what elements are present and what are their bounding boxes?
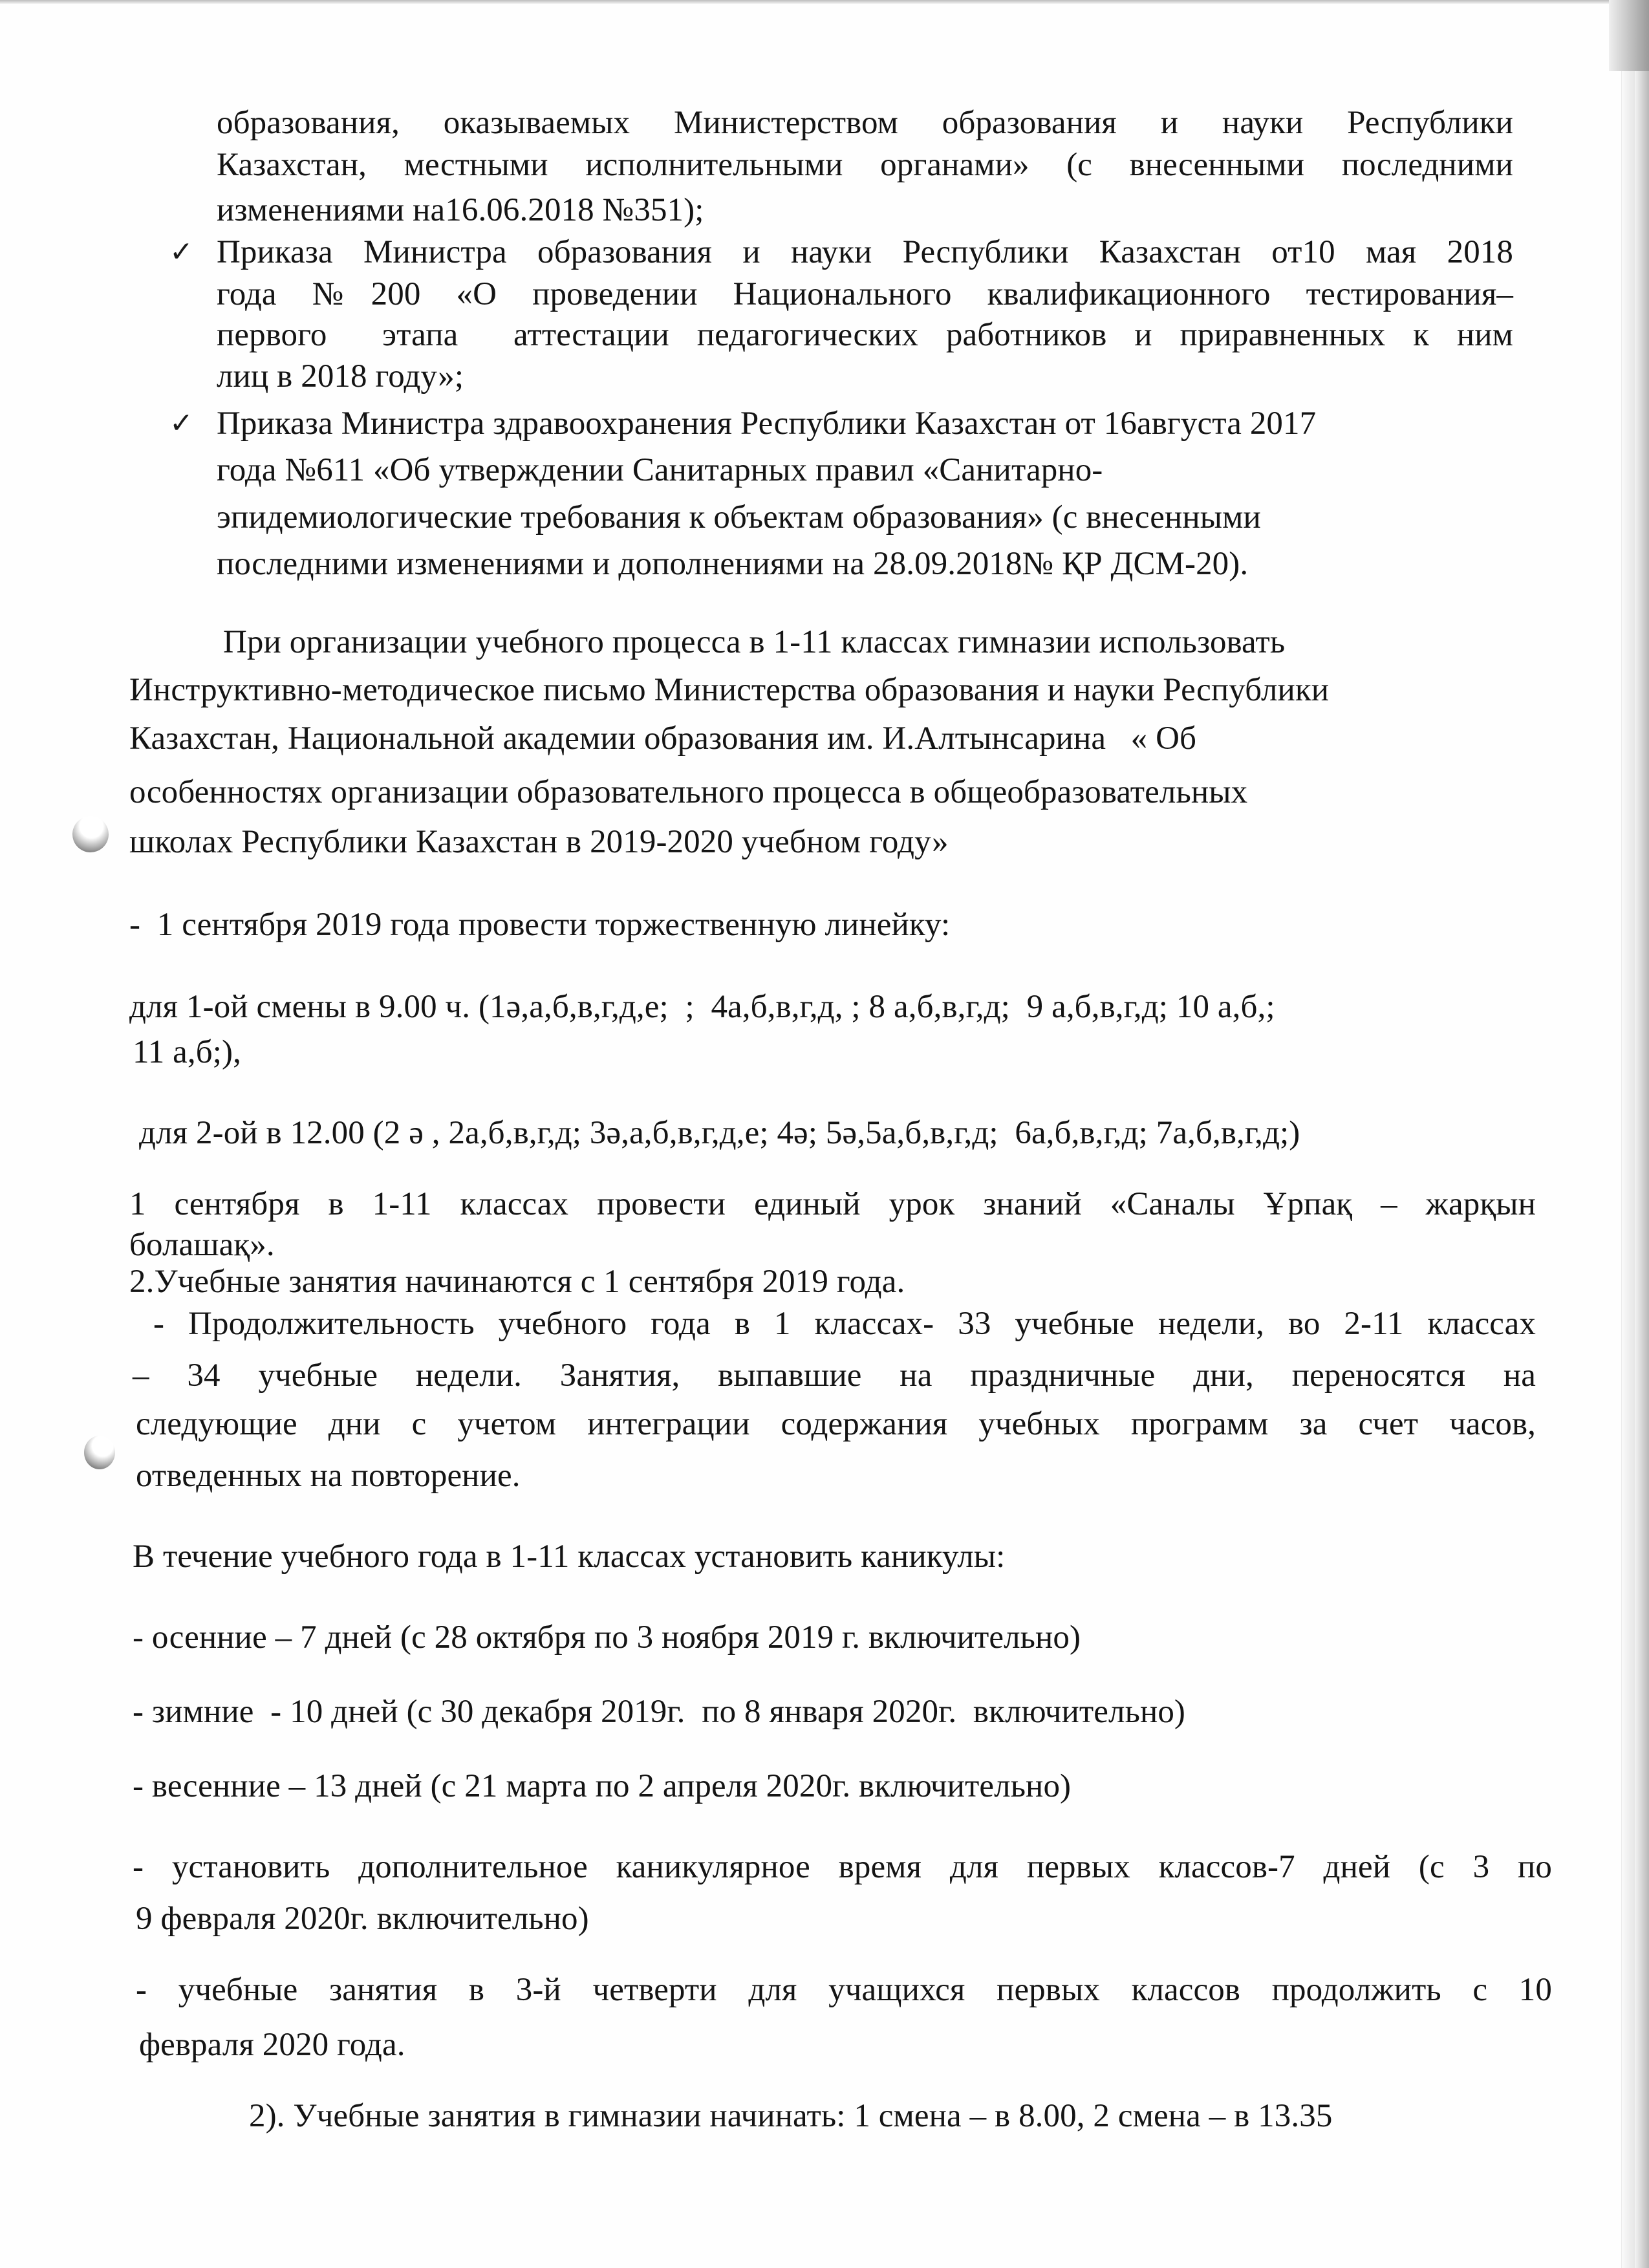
- text-line: февраля 2020 года.: [139, 2027, 405, 2063]
- punch-hole-mark: [67, 811, 114, 858]
- text-line: Инструктивно-методическое письмо Министерства образования и науки Республики: [129, 672, 1330, 708]
- text-line: - Продолжительность учебного года в 1 классах- 33 учебные недели, во 2-11 классах: [129, 1306, 1536, 1342]
- text-line: лиц в 2018 году»;: [217, 358, 464, 394]
- text-line: 9 февраля 2020г. включительно): [136, 1901, 589, 1937]
- text-line: следующие дни с учетом интеграции содержания учебных программ за счет часов,: [136, 1406, 1536, 1442]
- page-stack-edge: [1621, 65, 1635, 2268]
- text-line: для 1-ой смены в 9.00 ч. (1ә,а,б,в,г,д,е; ; 4а,б,в,г,д, ; 8 а,б,в,г,д; 9 а,б,в,г,д; 10 а,б,;: [129, 989, 1275, 1025]
- text-line: образования, оказываемых Министерством образования и науки Республики: [217, 105, 1513, 141]
- text-line: эпидемиологические требования к объектам образования» (с внесенными: [217, 499, 1261, 535]
- text-line: - установить дополнительное каникулярное время для первых классов-7 дней (с 3 по: [133, 1849, 1552, 1885]
- scan-top-edge-shadow: [0, 0, 1649, 4]
- text-line: Приказа Министра образования и науки Республики Казахстан от10 мая 2018: [217, 234, 1513, 270]
- text-line: 1 сентября в 1-11 классах провести единый урок знаний «Саналы Ұрпақ – жарқын: [129, 1186, 1536, 1222]
- text-line: В течение учебного года в 1-11 классах установить каникулы:: [133, 1539, 1006, 1575]
- text-line: Казахстан, местными исполнительными органами» (с внесенными последними: [217, 147, 1513, 183]
- text-line: 2). Учебные занятия в гимназии начинать: 1 смена – в 8.00, 2 смена – в 13.35: [249, 2098, 1333, 2134]
- text-line: изменениями на16.06.2018 №351);: [217, 192, 704, 228]
- text-line: первого этапа аттестации педагогических работников и приравненных к ним: [217, 317, 1513, 353]
- text-line: - 1 сентября 2019 года провести торжественную линейку:: [129, 907, 951, 943]
- text-line: для 2-ой в 12.00 (2 ә , 2а,б,в,г,д; 3ә,а,б,в,г,д,е; 4ә; 5ә,5а,б,в,г,д; 6а,б,в,г,д; 7а,б,в,г,д;): [139, 1115, 1300, 1151]
- text-line: - весенние – 13 дней (с 21 марта по 2 апреля 2020г. включительно): [133, 1768, 1072, 1804]
- text-line: – 34 учебные недели. Занятия, выпавшие на праздничные дни, переносятся на: [133, 1357, 1536, 1394]
- text-line: отведенных на повторение.: [136, 1458, 521, 1494]
- text-line: особенностях организации образовательного процесса в общеобразовательных: [129, 774, 1248, 810]
- text-line: - зимние - 10 дней (с 30 декабря 2019г. по 8 января 2020г. включительно): [133, 1694, 1186, 1730]
- text-line: последними изменениями и дополнениями на 28.09.2018№ ҚР ДСМ-20).: [217, 546, 1249, 582]
- scan-right-edge-shadow: [1635, 0, 1649, 2268]
- text-line: года №611 «Об утверждении Санитарных правил «Санитарно-: [217, 452, 1103, 488]
- text-line: 11 а,б;),: [133, 1034, 241, 1070]
- text-line: - осенние – 7 дней (с 28 октября по 3 ноября 2019 г. включительно): [133, 1619, 1081, 1656]
- text-line: При организации учебного процесса в 1-11 классах гимназии использовать: [223, 624, 1286, 660]
- text-line: школах Республики Казахстан в 2019-2020 учебном году»: [129, 824, 949, 860]
- text-line: 2.Учебные занятия начинаются с 1 сентября 2019 года.: [129, 1264, 905, 1300]
- text-line: Казахстан, Национальной академии образования им. И.Алтынсарина « Об: [129, 720, 1197, 757]
- page-stack-corner-shadow: [1609, 0, 1649, 71]
- checkmark-bullet-icon: ✓: [169, 235, 193, 268]
- punch-hole-mark: [84, 1436, 115, 1469]
- text-line: Приказа Министра здравоохранения Республики Казахстан от 16августа 2017: [217, 405, 1317, 442]
- text-line: - учебные занятия в 3-й четверти для учащихся первых классов продолжить с 10: [136, 1972, 1552, 2008]
- text-line: года №200 «О проведении Национального квалификационного тестирования–: [217, 276, 1513, 312]
- checkmark-bullet-icon: ✓: [169, 407, 193, 440]
- text-line: болашақ».: [129, 1227, 275, 1263]
